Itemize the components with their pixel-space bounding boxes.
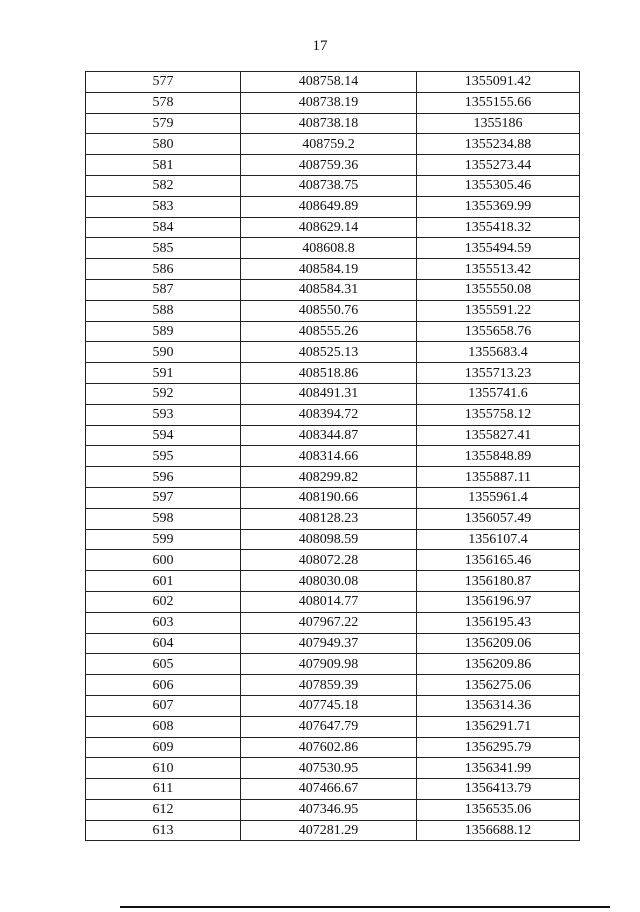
y-coordinate-cell: 1356341.99 <box>417 758 580 779</box>
x-coordinate-cell: 408314.66 <box>241 446 417 467</box>
point-number-cell: 602 <box>86 591 241 612</box>
y-coordinate-cell: 1356196.97 <box>417 591 580 612</box>
point-number-cell: 605 <box>86 654 241 675</box>
table-row <box>86 279 580 300</box>
y-coordinate-cell: 1356314.36 <box>417 695 580 716</box>
y-coordinate-cell: 1356057.49 <box>417 508 580 529</box>
table-row <box>86 363 580 384</box>
point-number-cell: 595 <box>86 446 241 467</box>
table-row <box>86 571 580 592</box>
table-row <box>86 92 580 113</box>
point-number-cell: 598 <box>86 508 241 529</box>
x-coordinate-cell: 408584.31 <box>241 279 417 300</box>
x-coordinate-cell: 407466.67 <box>241 779 417 800</box>
table-row <box>86 737 580 758</box>
point-number-cell: 603 <box>86 612 241 633</box>
y-coordinate-cell: 1355273.44 <box>417 155 580 176</box>
table-row <box>86 799 580 820</box>
y-coordinate-cell: 1356180.87 <box>417 571 580 592</box>
x-coordinate-cell: 408190.66 <box>241 487 417 508</box>
y-coordinate-cell: 1355234.88 <box>417 134 580 155</box>
point-number-cell: 593 <box>86 404 241 425</box>
y-coordinate-cell: 1356688.12 <box>417 820 580 841</box>
point-number-cell: 611 <box>86 779 241 800</box>
table-row <box>86 612 580 633</box>
table-row <box>86 134 580 155</box>
y-coordinate-cell: 1356275.06 <box>417 675 580 696</box>
x-coordinate-cell: 407967.22 <box>241 612 417 633</box>
x-coordinate-cell: 407647.79 <box>241 716 417 737</box>
x-coordinate-cell: 408584.19 <box>241 259 417 280</box>
x-coordinate-cell: 408518.86 <box>241 363 417 384</box>
point-number-cell: 577 <box>86 72 241 93</box>
y-coordinate-cell: 1356165.46 <box>417 550 580 571</box>
point-number-cell: 588 <box>86 300 241 321</box>
table-row <box>86 529 580 550</box>
point-number-cell: 600 <box>86 550 241 571</box>
table-row <box>86 508 580 529</box>
x-coordinate-cell: 407346.95 <box>241 799 417 820</box>
y-coordinate-cell: 1355091.42 <box>417 72 580 93</box>
point-number-cell: 587 <box>86 279 241 300</box>
y-coordinate-cell: 1356209.06 <box>417 633 580 654</box>
point-number-cell: 590 <box>86 342 241 363</box>
point-number-cell: 608 <box>86 716 241 737</box>
point-number-cell: 604 <box>86 633 241 654</box>
y-coordinate-cell: 1355683.4 <box>417 342 580 363</box>
x-coordinate-cell: 407602.86 <box>241 737 417 758</box>
y-coordinate-cell: 1356535.06 <box>417 799 580 820</box>
y-coordinate-cell: 1355591.22 <box>417 300 580 321</box>
point-number-cell: 584 <box>86 217 241 238</box>
coordinate-table-body <box>86 72 580 841</box>
point-number-cell: 599 <box>86 529 241 550</box>
table-row <box>86 259 580 280</box>
point-number-cell: 581 <box>86 155 241 176</box>
y-coordinate-cell: 1355418.32 <box>417 217 580 238</box>
y-coordinate-cell: 1355550.08 <box>417 279 580 300</box>
x-coordinate-cell: 408738.19 <box>241 92 417 113</box>
point-number-cell: 589 <box>86 321 241 342</box>
y-coordinate-cell: 1355369.99 <box>417 196 580 217</box>
x-coordinate-cell: 408072.28 <box>241 550 417 571</box>
table-row <box>86 196 580 217</box>
y-coordinate-cell: 1355848.89 <box>417 446 580 467</box>
x-coordinate-cell: 407949.37 <box>241 633 417 654</box>
table-row <box>86 716 580 737</box>
table-row <box>86 779 580 800</box>
point-number-cell: 609 <box>86 737 241 758</box>
x-coordinate-cell: 408608.8 <box>241 238 417 259</box>
x-coordinate-cell: 407530.95 <box>241 758 417 779</box>
point-number-cell: 612 <box>86 799 241 820</box>
table-row <box>86 217 580 238</box>
x-coordinate-cell: 407909.98 <box>241 654 417 675</box>
x-coordinate-cell: 408758.14 <box>241 72 417 93</box>
y-coordinate-cell: 1355305.46 <box>417 175 580 196</box>
x-coordinate-cell: 408394.72 <box>241 404 417 425</box>
x-coordinate-cell: 407859.39 <box>241 675 417 696</box>
coordinate-table <box>85 71 580 841</box>
table-row <box>86 695 580 716</box>
y-coordinate-cell: 1355513.42 <box>417 259 580 280</box>
point-number-cell: 596 <box>86 467 241 488</box>
table-row <box>86 758 580 779</box>
table-row <box>86 675 580 696</box>
table-row <box>86 633 580 654</box>
point-number-cell: 606 <box>86 675 241 696</box>
y-coordinate-cell: 1355494.59 <box>417 238 580 259</box>
table-row <box>86 820 580 841</box>
table-row <box>86 175 580 196</box>
point-number-cell: 582 <box>86 175 241 196</box>
page-number: 17 <box>312 38 328 54</box>
point-number-cell: 592 <box>86 383 241 404</box>
table-row <box>86 467 580 488</box>
x-coordinate-cell: 408344.87 <box>241 425 417 446</box>
table-row <box>86 113 580 134</box>
table-row <box>86 550 580 571</box>
y-coordinate-cell: 1356295.79 <box>417 737 580 758</box>
table-row <box>86 425 580 446</box>
x-coordinate-cell: 408759.36 <box>241 155 417 176</box>
x-coordinate-cell: 408649.89 <box>241 196 417 217</box>
point-number-cell: 594 <box>86 425 241 446</box>
table-row <box>86 342 580 363</box>
point-number-cell: 586 <box>86 259 241 280</box>
table-row <box>86 591 580 612</box>
bottom-rule <box>120 906 610 908</box>
y-coordinate-cell: 1355827.41 <box>417 425 580 446</box>
point-number-cell: 585 <box>86 238 241 259</box>
y-coordinate-cell: 1355155.66 <box>417 92 580 113</box>
y-coordinate-cell: 1356291.71 <box>417 716 580 737</box>
table-row <box>86 446 580 467</box>
x-coordinate-cell: 408491.31 <box>241 383 417 404</box>
table-row <box>86 383 580 404</box>
table-row <box>86 155 580 176</box>
y-coordinate-cell: 1356413.79 <box>417 779 580 800</box>
x-coordinate-cell: 408525.13 <box>241 342 417 363</box>
point-number-cell: 597 <box>86 487 241 508</box>
point-number-cell: 580 <box>86 134 241 155</box>
x-coordinate-cell: 408759.2 <box>241 134 417 155</box>
y-coordinate-cell: 1355713.23 <box>417 363 580 384</box>
x-coordinate-cell: 408629.14 <box>241 217 417 238</box>
y-coordinate-cell: 1355758.12 <box>417 404 580 425</box>
point-number-cell: 607 <box>86 695 241 716</box>
y-coordinate-cell: 1355887.11 <box>417 467 580 488</box>
x-coordinate-cell: 407281.29 <box>241 820 417 841</box>
y-coordinate-cell: 1356195.43 <box>417 612 580 633</box>
point-number-cell: 610 <box>86 758 241 779</box>
x-coordinate-cell: 408555.26 <box>241 321 417 342</box>
y-coordinate-cell: 1356107.4 <box>417 529 580 550</box>
y-coordinate-cell: 1356209.86 <box>417 654 580 675</box>
table-row <box>86 404 580 425</box>
table-row <box>86 300 580 321</box>
x-coordinate-cell: 408030.08 <box>241 571 417 592</box>
table-row <box>86 238 580 259</box>
point-number-cell: 583 <box>86 196 241 217</box>
point-number-cell: 601 <box>86 571 241 592</box>
table-row <box>86 72 580 93</box>
y-coordinate-cell: 1355961.4 <box>417 487 580 508</box>
x-coordinate-cell: 408738.75 <box>241 175 417 196</box>
point-number-cell: 579 <box>86 113 241 134</box>
x-coordinate-cell: 408299.82 <box>241 467 417 488</box>
table-row <box>86 321 580 342</box>
x-coordinate-cell: 408098.59 <box>241 529 417 550</box>
x-coordinate-cell: 407745.18 <box>241 695 417 716</box>
point-number-cell: 591 <box>86 363 241 384</box>
y-coordinate-cell: 1355186 <box>417 113 580 134</box>
table-row <box>86 654 580 675</box>
x-coordinate-cell: 408550.76 <box>241 300 417 321</box>
x-coordinate-cell: 408014.77 <box>241 591 417 612</box>
point-number-cell: 613 <box>86 820 241 841</box>
x-coordinate-cell: 408128.23 <box>241 508 417 529</box>
table-row <box>86 487 580 508</box>
y-coordinate-cell: 1355658.76 <box>417 321 580 342</box>
point-number-cell: 578 <box>86 92 241 113</box>
y-coordinate-cell: 1355741.6 <box>417 383 580 404</box>
x-coordinate-cell: 408738.18 <box>241 113 417 134</box>
